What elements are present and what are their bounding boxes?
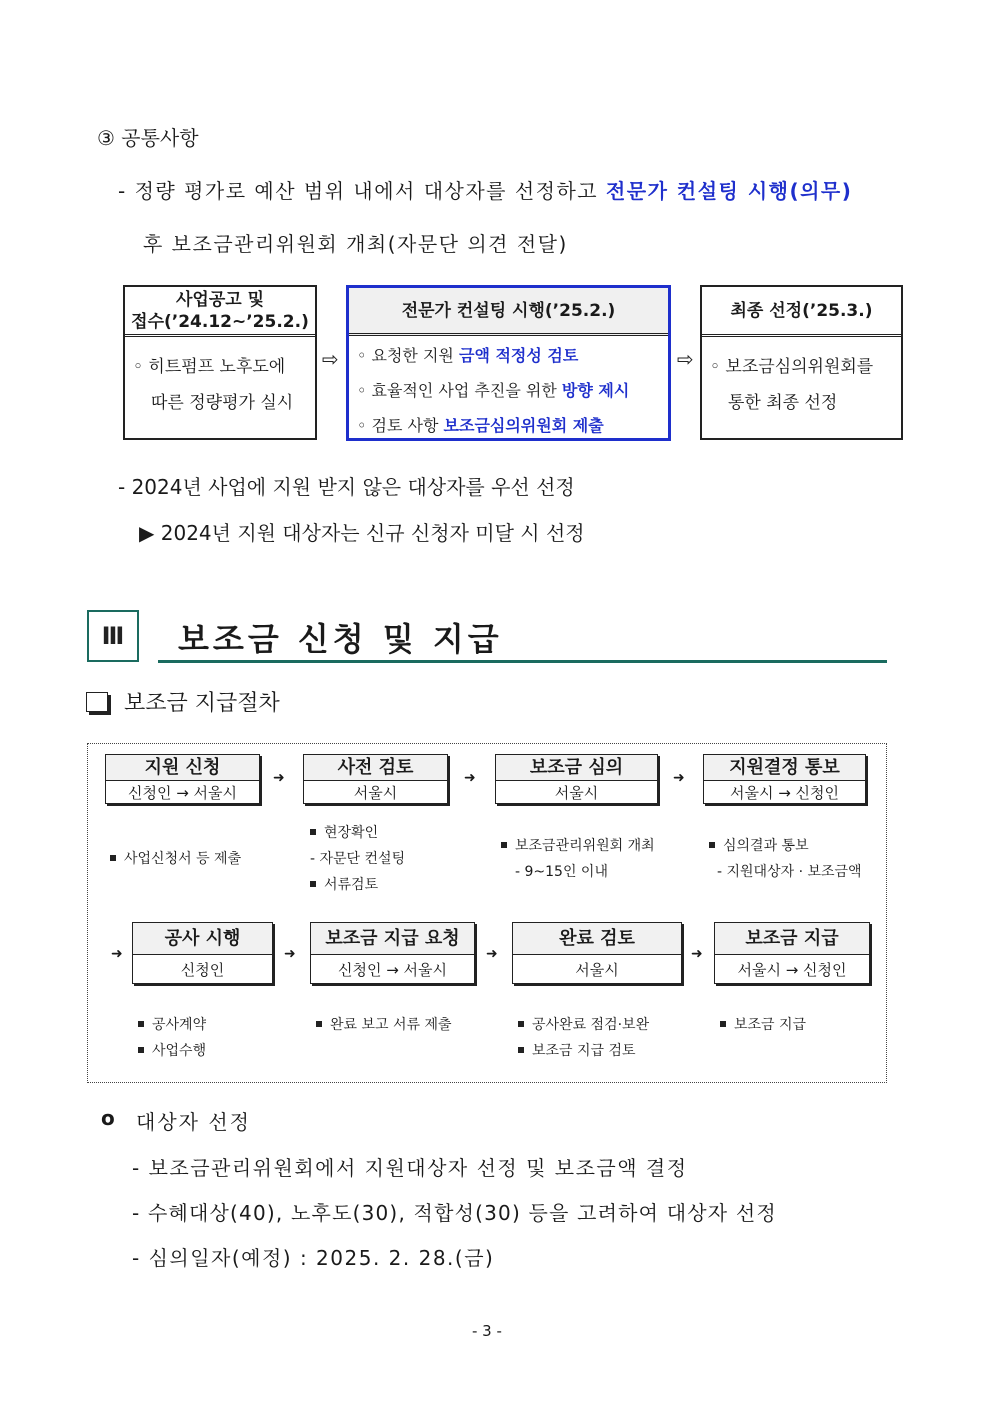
step-actor: 서울시 → 신청인 xyxy=(729,784,840,802)
procedure-step-deliberation xyxy=(495,754,658,804)
flow-box-body-line2: 통한 최종 선정 xyxy=(728,393,838,413)
line1-text: - 정량 평가로 예산 범위 내에서 대상자를 선정하고 xyxy=(118,179,606,203)
flow-box-title-line2: 접수(’24.12~’25.2.) xyxy=(131,311,309,332)
subheading-procedure: 보조금 지급절차 xyxy=(124,691,280,716)
note-item xyxy=(138,1012,206,1038)
paragraph-line-4: ▶ 2024년 지원 대상자는 신규 신청자 미달 시 선정 xyxy=(139,521,585,545)
consulting-row-3-text: ◦ 검토 사항 xyxy=(357,416,444,435)
procedure-step-completion-review xyxy=(512,922,682,984)
step-notes xyxy=(310,820,405,898)
step-actor: 신청인 → 서울시 xyxy=(127,784,238,802)
procedure-step-apply xyxy=(105,754,260,804)
note-item xyxy=(518,1038,649,1064)
note-text: 현장확인 xyxy=(324,825,379,841)
note-item xyxy=(720,1012,806,1038)
step-notes xyxy=(110,846,241,872)
flow-box-body-line1: ◦ 히트펌프 노후도에 xyxy=(133,357,286,377)
note-text: 서류검토 xyxy=(324,877,379,893)
step-title: 보조금 지급 요청 xyxy=(311,923,474,955)
page-number: - 3 - xyxy=(472,1322,502,1340)
note-text: 공사계약 xyxy=(152,1017,207,1033)
step-actor: 서울시 xyxy=(575,961,619,979)
flow-box-title-line1: 사업공고 및 xyxy=(175,289,265,310)
paragraph-line-1 xyxy=(118,175,852,204)
step-arrow-icon: ➜ xyxy=(284,946,296,962)
line1-emphasis: 전문가 컨설팅 시행(의무) xyxy=(605,179,853,203)
note-item xyxy=(310,820,405,846)
flow-box-body-line1: ◦ 보조금심의위원회를 xyxy=(710,357,874,377)
section-heading-common: ③ 공통사항 xyxy=(97,126,199,150)
consulting-row-2 xyxy=(357,373,660,408)
procedure-step-construction xyxy=(132,922,273,984)
flow-arrow-icon: ⇨ xyxy=(677,347,694,371)
step-arrow-icon: ➜ xyxy=(673,770,685,786)
note-item xyxy=(316,1012,452,1038)
step-actor: 서울시 xyxy=(353,784,398,802)
step-title: 사전 검토 xyxy=(304,755,447,781)
selection-bullet-icon: o xyxy=(101,1106,115,1130)
section-number-box: Ⅲ xyxy=(87,610,139,662)
procedure-step-payment xyxy=(714,922,870,984)
consulting-row-1 xyxy=(357,338,660,373)
procedure-step-notify xyxy=(703,754,866,804)
step-arrow-icon: ➜ xyxy=(273,770,285,786)
step-title: 지원 신청 xyxy=(106,755,259,781)
note-text: 보조금관리위원회 개최 xyxy=(515,838,655,854)
step-arrow-icon: ➜ xyxy=(111,946,123,962)
note-item xyxy=(138,1038,206,1064)
note-item: - 9~15인 이내 xyxy=(515,864,608,880)
note-text: 완료 보고 서류 제출 xyxy=(330,1017,452,1033)
procedure-step-prereview xyxy=(303,754,448,804)
note-item xyxy=(501,833,655,859)
note-item xyxy=(310,872,405,898)
selection-line-3: - 심의일자(예정) : 2025. 2. 28.(금) xyxy=(132,1246,495,1270)
selection-line-2: - 수혜대상(40), 노후도(30), 적합성(30) 등을 고려하여 대상자 선정 xyxy=(132,1201,777,1225)
step-notes xyxy=(501,833,655,885)
checkbox-icon xyxy=(86,692,108,712)
consulting-row-2-text: ◦ 효율적인 사업 추진을 위한 xyxy=(357,381,562,400)
consulting-row-2-emphasis: 방향 제시 xyxy=(561,381,630,400)
flow-box-header: 전문가 컨설팅 시행(’25.2.) xyxy=(349,288,668,336)
section-title: 보조금 신청 및 지급 xyxy=(178,620,503,658)
flow-box-header: 최종 선정(’25.3.) xyxy=(702,287,901,337)
flow-box-body-line2: 따른 정량평가 실시 xyxy=(151,393,294,413)
consulting-row-3 xyxy=(357,408,660,443)
note-item: - 자문단 컨설팅 xyxy=(310,851,406,867)
step-actor: 신청인 xyxy=(180,961,225,979)
flow-box-announcement xyxy=(123,285,317,440)
paragraph-line-2: 후 보조금관리위원회 개최(자문단 의견 전달) xyxy=(143,232,568,256)
step-notes xyxy=(518,1012,649,1064)
note-text: 사업수행 xyxy=(152,1043,207,1059)
step-arrow-icon: ➜ xyxy=(691,946,703,962)
step-actor: 서울시 → 신청인 xyxy=(737,961,847,979)
note-text: 공사완료 점검·보완 xyxy=(532,1017,650,1033)
consulting-row-1-emphasis: 금액 적정성 검토 xyxy=(458,346,579,365)
note-item xyxy=(110,846,241,872)
step-title: 공사 시행 xyxy=(133,923,272,955)
step-notes xyxy=(138,1012,206,1064)
note-text: 보조금 지급 검토 xyxy=(532,1043,636,1059)
consulting-row-1-text: ◦ 요청한 지원 xyxy=(357,346,459,365)
step-title: 보조금 지급 xyxy=(715,923,869,955)
note-text: 심의결과 통보 xyxy=(723,838,809,854)
flow-box-final-selection xyxy=(700,285,903,440)
note-item: - 지원대상자 · 보조금액 xyxy=(717,864,862,880)
step-title: 지원결정 통보 xyxy=(704,755,865,781)
selection-heading: 대상자 선정 xyxy=(136,1110,251,1134)
flow-box-header xyxy=(125,287,315,337)
flow-box-consulting xyxy=(346,285,671,441)
section-underline xyxy=(158,660,887,663)
note-item xyxy=(709,833,862,859)
step-notes xyxy=(709,833,862,885)
step-actor: 서울시 xyxy=(554,784,599,802)
note-text: 사업신청서 등 제출 xyxy=(124,851,242,867)
step-notes xyxy=(316,1012,452,1038)
paragraph-line-3: - 2024년 사업에 지원 받지 않은 대상자를 우선 선정 xyxy=(118,475,575,499)
flow-arrow-icon: ⇨ xyxy=(322,347,339,371)
step-arrow-icon: ➜ xyxy=(464,770,476,786)
note-item xyxy=(518,1012,649,1038)
step-notes xyxy=(720,1012,806,1038)
selection-line-1: - 보조금관리위원회에서 지원대상자 선정 및 보조금액 결정 xyxy=(132,1156,688,1180)
consulting-row-3-emphasis: 보조금심의위원회 제출 xyxy=(443,416,604,435)
step-actor: 신청인 → 서울시 xyxy=(337,961,448,979)
step-arrow-icon: ➜ xyxy=(486,946,498,962)
step-title: 완료 검토 xyxy=(513,923,681,955)
note-text: 보조금 지급 xyxy=(734,1017,807,1033)
procedure-step-payment-request xyxy=(310,922,475,984)
step-title: 보조금 심의 xyxy=(496,755,657,781)
